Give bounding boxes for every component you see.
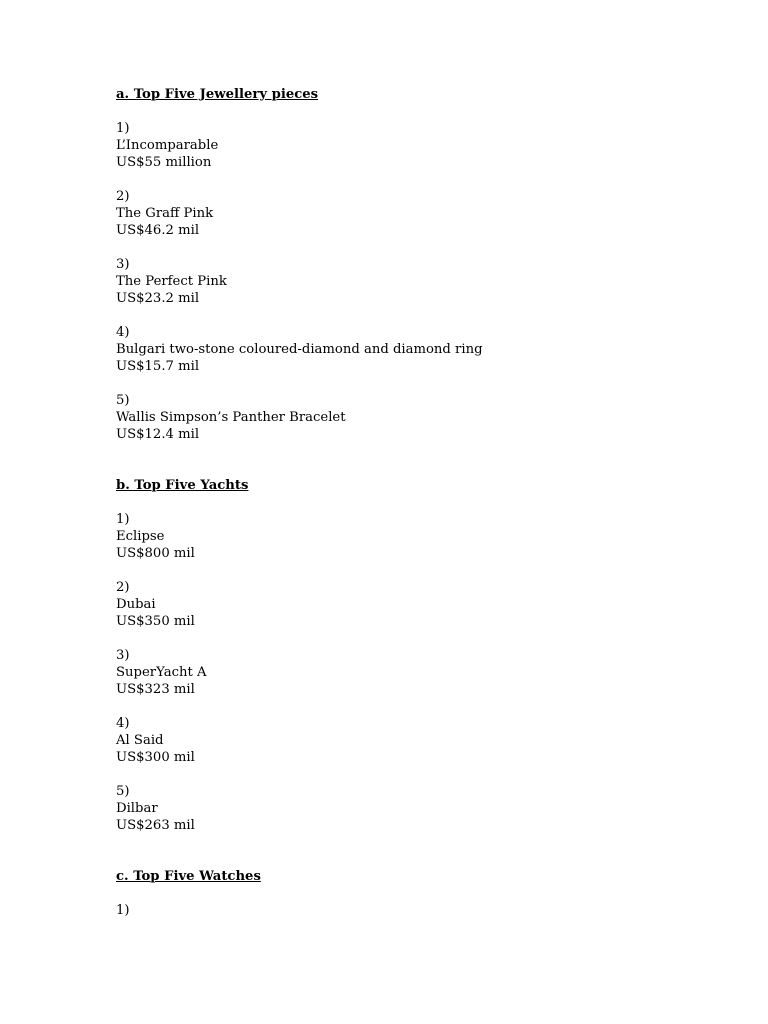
item-rank: 5)	[116, 784, 130, 799]
item-rank: 4)	[116, 716, 130, 731]
item-rank: 2)	[116, 580, 130, 595]
item-name: Al Said	[116, 733, 164, 748]
document-page	[116, 86, 716, 919]
item-name: Bulgari two-stone coloured-diamond and diamond ring	[116, 342, 483, 357]
item-rank: 1)	[116, 121, 130, 136]
list-item	[116, 902, 716, 919]
list-item	[116, 579, 716, 630]
item-rank: 1)	[116, 512, 130, 527]
item-name: The Perfect Pink	[116, 274, 227, 289]
item-price: US$23.2 mil	[116, 291, 200, 306]
item-name: SuperYacht A	[116, 665, 207, 680]
section-jewellery	[116, 86, 716, 443]
section-yachts	[116, 477, 716, 834]
item-rank: 2)	[116, 189, 130, 204]
item-name: Eclipse	[116, 529, 165, 544]
item-rank: 4)	[116, 325, 130, 340]
list-item	[116, 120, 716, 171]
item-rank: 3)	[116, 648, 130, 663]
item-rank: 1)	[116, 903, 130, 918]
item-price: US$350 mil	[116, 614, 195, 629]
item-name: L’Incomparable	[116, 138, 219, 153]
list-item	[116, 783, 716, 834]
item-name: Dubai	[116, 597, 156, 612]
item-price: US$323 mil	[116, 682, 195, 697]
list-item	[116, 715, 716, 766]
list-item	[116, 188, 716, 239]
item-price: US$46.2 mil	[116, 223, 200, 238]
list-item	[116, 647, 716, 698]
list-item	[116, 324, 716, 375]
item-rank: 3)	[116, 257, 130, 272]
item-price: US$300 mil	[116, 750, 195, 765]
section-watches	[116, 868, 716, 919]
list-item	[116, 511, 716, 562]
section-heading: a. Top Five Jewellery pieces	[116, 87, 319, 102]
list-item	[116, 392, 716, 443]
item-price: US$15.7 mil	[116, 359, 200, 374]
item-price: US$800 mil	[116, 546, 195, 561]
item-price: US$263 mil	[116, 818, 195, 833]
item-name: Dilbar	[116, 801, 158, 816]
section-heading: b. Top Five Yachts	[116, 478, 249, 493]
section-heading: c. Top Five Watches	[116, 869, 261, 884]
item-name: The Graff Pink	[116, 206, 214, 221]
item-price: US$55 million	[116, 155, 212, 170]
item-rank: 5)	[116, 393, 130, 408]
list-item	[116, 256, 716, 307]
item-price: US$12.4 mil	[116, 427, 200, 442]
item-name: Wallis Simpson’s Panther Bracelet	[116, 410, 346, 425]
